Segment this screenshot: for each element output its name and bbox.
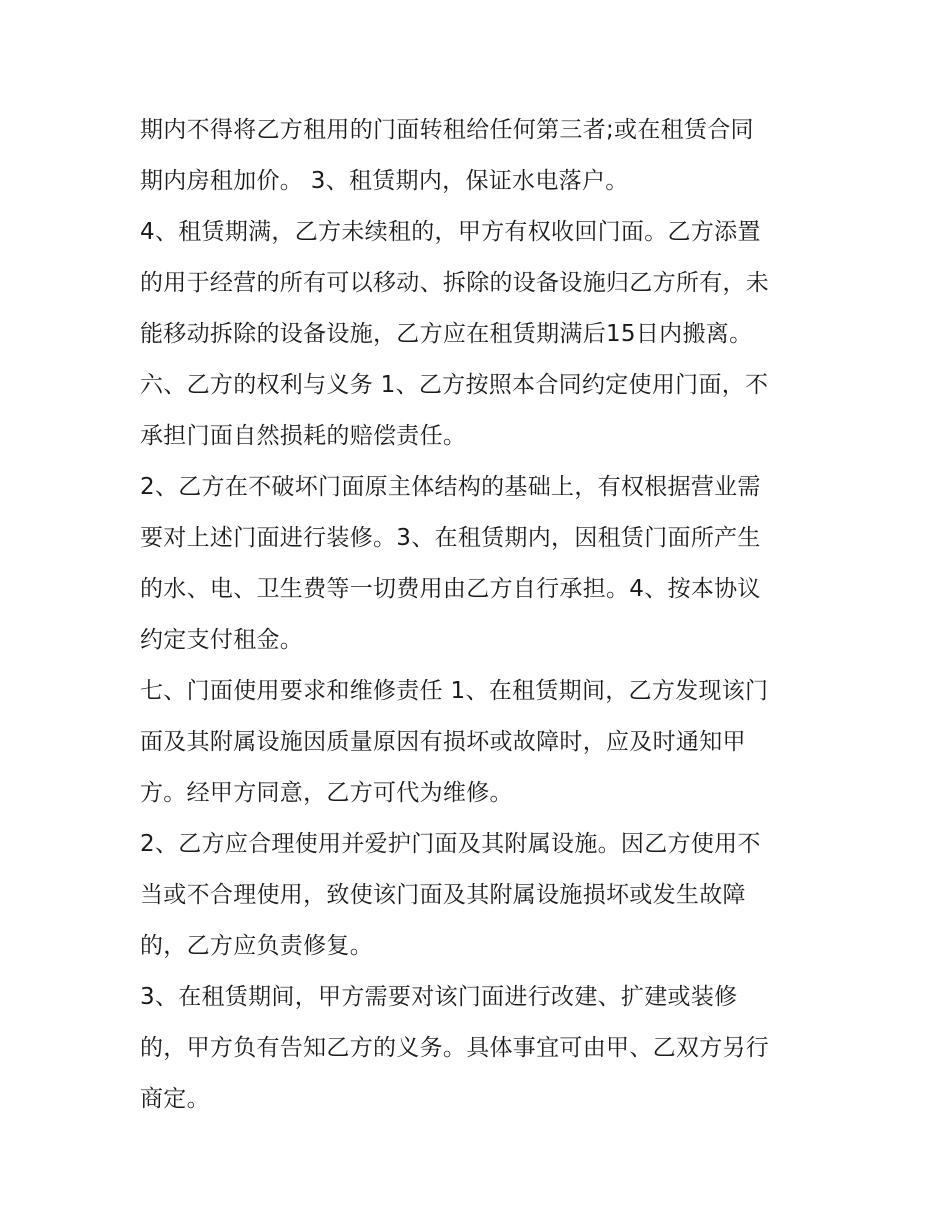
text-line: 2、乙方应合理使用并爱护门面及其附属设施。因乙方使用不 bbox=[140, 831, 761, 857]
text-line: 能移动拆除的设备设施，乙方应在租赁期满后15日内搬离。 bbox=[140, 321, 753, 347]
text-line: 六、乙方的权利与义务 1、乙方按照本合同约定使用门面，不 bbox=[140, 372, 769, 398]
text-line: 方。经甲方同意，乙方可代为维修。 bbox=[140, 780, 513, 806]
text-line: 要对上述门面进行装修。3、在租赁期内，因租赁门面所产生 bbox=[140, 525, 761, 551]
text-line: 期内房租加价。 3、租赁期内，保证水电落户。 bbox=[140, 168, 629, 194]
text-line: 的，乙方应负责修复。 bbox=[140, 933, 373, 959]
text-line: 3、在租赁期间，甲方需要对该门面进行改建、扩建或装修 bbox=[140, 984, 738, 1010]
text-line: 承担门面自然损耗的赔偿责任。 bbox=[140, 423, 467, 449]
text-line: 2、乙方在不破坏门面原主体结构的基础上，有权根据营业需 bbox=[140, 474, 761, 500]
text-line: 4、租赁期满，乙方未续租的，甲方有权收回门面。乙方添置 bbox=[140, 219, 761, 245]
text-line: 的，甲方负有告知乙方的义务。具体事宜可由甲、乙双方另行 bbox=[140, 1035, 770, 1061]
text-line: 当或不合理使用，致使该门面及其附属设施损坏或发生故障 bbox=[140, 882, 746, 908]
text-line: 约定支付租金。 bbox=[140, 627, 304, 653]
text-line: 期内不得将乙方租用的门面转租给任何第三者;或在租赁合同 bbox=[140, 117, 754, 143]
text-line: 七、门面使用要求和维修责任 1、在租赁期间，乙方发现该门 bbox=[140, 678, 769, 704]
text-line: 商定。 bbox=[140, 1086, 210, 1112]
text-line: 的水、电、卫生费等一切费用由乙方自行承担。4、按本协议 bbox=[140, 576, 761, 602]
document-body bbox=[140, 105, 820, 1125]
text-line: 的用于经营的所有可以移动、拆除的设备设施归乙方所有，未 bbox=[140, 270, 770, 296]
text-line: 面及其附属设施因质量原因有损坏或故障时，应及时通知甲 bbox=[140, 729, 746, 755]
